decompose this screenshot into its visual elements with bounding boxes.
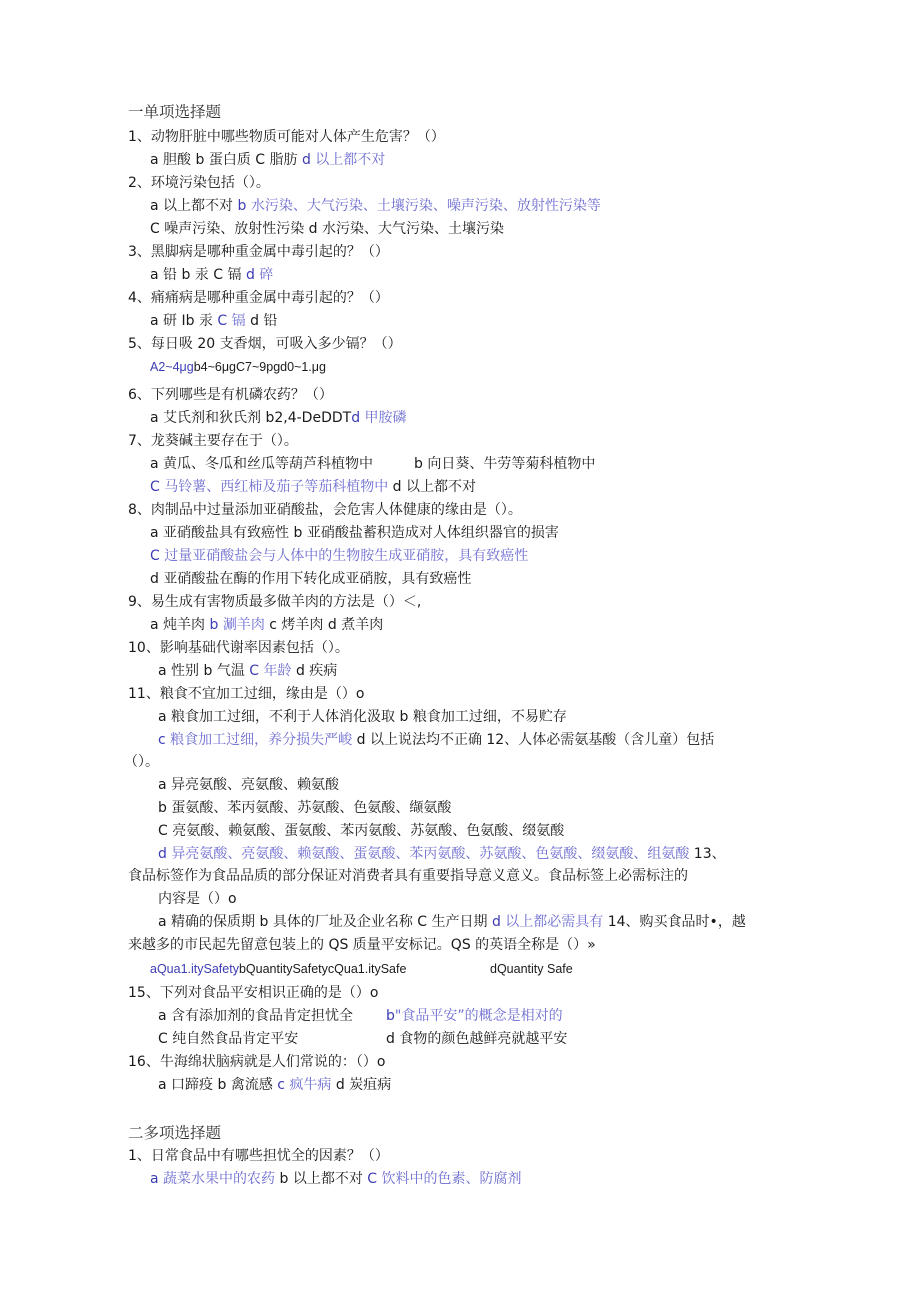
question-8-option-d: d 亚硝酸盐在酶的作用下转化成亚硝胺，具有致癌性 — [150, 571, 472, 587]
answer-highlight: 涮羊肉 — [222, 617, 265, 633]
answer-highlight: 过量亚硝酸盐会与人体中的生物胺生成亚硝胺，具有致癌性 — [164, 548, 529, 564]
question-12-option-c: C 亮氨酸、赖氨酸、蛋氨酸、苯丙氨酸、苏氨酸、色氨酸、缀氨酸 — [158, 823, 565, 839]
question-15-option-c: C 纯自然食品肯定平安 — [158, 1031, 299, 1047]
question-12-option-b: b 蛋氨酸、苯丙氨酸、苏氨酸、色氨酸、缬氨酸 — [158, 800, 452, 816]
question-14-options-abc: aQua1.itySafetybQuantitySafetycQua1.itySafe — [150, 962, 407, 976]
question-7-option-b: b 向日葵、牛劳等菊科植物中 — [414, 456, 596, 472]
question-9-options: a 炖羊肉 b 涮羊肉 c 烤羊肉 d 煮羊肉 — [150, 617, 384, 633]
question-14: 来越多的市民起先留意包装上的 QS 质量平安标记。QS 的英语全称是（）» — [128, 937, 596, 953]
question-11-options-cd: c 粮食加工过细，养分损失严峻 d 以上说法均不正确 12、人体必需氨基酸（含儿童）包括 — [158, 732, 715, 748]
answer-highlight: 以上都不对 — [315, 152, 386, 168]
answer-highlight: 饮料中的色素、防腐剂 — [381, 1171, 522, 1187]
question-2: 2、环境污染包括（）。 — [128, 175, 270, 191]
question-3-options: a 铅 b 汞 C 镉 d 碎 — [150, 267, 274, 283]
answer-highlight: 甲胺磷 — [364, 410, 407, 426]
question-2-options: a 以上都不对 b 水污染、大气污染、土壤污染、噪声污染、放射性污染等 — [150, 198, 601, 214]
answer-highlight: aQua1.itySafety — [150, 962, 239, 976]
question-7: 7、龙葵碱主要存在于（）。 — [128, 433, 298, 449]
question-4: 4、痛痛病是哪种重金属中毒引起的？（） — [128, 290, 389, 306]
multi-question-1: 1、日常食品中有哪些担忧全的因素？（） — [128, 1148, 389, 1164]
answer-highlight: "食品平安”的概念是相对的 — [394, 1008, 563, 1024]
answer-highlight: 蔬菜水果中的农药 — [163, 1171, 276, 1187]
question-12-cont: （）。 — [124, 754, 159, 770]
question-7-options-cd: C 马铃薯、西红柿及茄子等茄科植物中 d 以上都不对 — [150, 479, 477, 495]
question-11-options-ab: a 粮食加工过细，不利于人体消化汲取 b 粮食加工过细，不易贮存 — [158, 709, 567, 725]
answer-highlight: 疯牛病 — [289, 1077, 332, 1093]
answer-highlight: 镉 — [231, 313, 246, 329]
question-12-option-a: a 异亮氨酸、亮氨酸、赖氨酸 — [158, 777, 340, 793]
answer-highlight: 水污染、大气污染、土壤污染、噪声污染、放射性污染等 — [250, 198, 601, 214]
question-11: 11、粮食不宜加工过细，缘由是（）o — [128, 686, 365, 702]
question-13-options: a 精确的保质期 b 具体的厂址及企业名称 C 生产日期 d 以上都必需具有 14、购买食品时•，越 — [158, 914, 746, 930]
question-15: 15、下列对食品平安相识正确的是（）o — [128, 985, 379, 1001]
multi-question-1-options: a 蔬菜水果中的农药 b 以上都不对 C 饮料中的色素、防腐剂 — [150, 1171, 522, 1187]
question-10-options: a 性别 b 气温 C 年龄 d 疾病 — [158, 663, 338, 679]
question-13: 食品标签作为食品品质的部分保证对消费者具有重要指导意义意义。食品标签上必需标注的 — [128, 868, 688, 884]
question-12-option-d: d 异亮氨酸、亮氨酸、赖氨酸、蛋氨酸、苯丙氨酸、苏氨酸、色氨酸、缀氨酸、组氨酸 13、 — [158, 846, 726, 862]
question-6-options: a 艾氏剂和狄氏剂 b2,4-DeDDTd 甲胺磷 — [150, 410, 407, 426]
question-4-options: a 研 Ib 汞 C 镉 d 铅 — [150, 313, 278, 329]
question-2-options-cont: C 噪声污染、放射性污染 d 水污染、大气污染、土壤污染 — [150, 221, 505, 237]
question-8-options-ab: a 亚硝酸盐具有致癌性 b 亚硝酸盐蓄积造成对人体组织器官的损害 — [150, 525, 559, 541]
question-6: 6、下列哪些是有机磷农药？（） — [128, 387, 333, 403]
question-15-option-b: b"食品平安”的概念是相对的 — [386, 1008, 563, 1024]
question-8-option-c: C 过量亚硝酸盐会与人体中的生物胺生成亚硝胺，具有致癌性 — [150, 548, 529, 564]
question-3: 3、黑脚病是哪种重金属中毒引起的？（） — [128, 244, 389, 260]
question-14-option-d: dQuantity Safe — [490, 962, 573, 976]
question-16-options: a 口蹄疫 b 禽流感 c 疯牛病 d 炭疽病 — [158, 1077, 392, 1093]
answer-highlight: 年龄 — [263, 663, 292, 679]
question-1: 1、动物肝脏中哪些物质可能对人体产生危害？（） — [128, 129, 445, 145]
answer-highlight: A2~4μg — [150, 360, 194, 374]
answer-highlight: 以上都必需具有 — [505, 914, 604, 930]
question-9: 9、易生成有害物质最多做羊肉的方法是（）＜, — [128, 594, 422, 610]
answer-highlight: 碎 — [259, 267, 274, 283]
question-1-options: a 胆酸 b 蛋白质 C 脂肪 d 以上都不对 — [150, 152, 386, 168]
question-15-option-d: d 食物的颜色越鲜亮就越平安 — [386, 1031, 568, 1047]
section-title-single-choice: 一单项选择题 — [128, 103, 222, 121]
question-5-options: A2~4μgb4~6μgC7~9pgd0~1.μg — [150, 360, 326, 374]
question-10: 10、影响基础代谢率因素包括（）。 — [128, 640, 349, 656]
answer-highlight: 异亮氨酸、亮氨酸、赖氨酸、蛋氨酸、苯丙氨酸、苏氨酸、色氨酸、缀氨酸、组氨酸 — [171, 846, 690, 862]
answer-highlight: 马铃薯、西红柿及茄子等茄科植物中 — [164, 479, 389, 495]
section-title-multiple-choice: 二多项选择题 — [128, 1124, 222, 1142]
question-5: 5、每日吸 20 支香烟，可吸入多少镉？（） — [128, 336, 402, 352]
question-7-option-a: a 黄瓜、冬瓜和丝瓜等葫芦科植物中 — [150, 456, 374, 472]
question-15-option-a: a 含有添加剂的食品肯定担忧全 — [158, 1008, 354, 1024]
question-8: 8、肉制品中过量添加亚硝酸盐，会危害人体健康的缘由是（）。 — [128, 502, 522, 518]
question-16: 16、牛海绵状脑病就是人们常说的：（）o — [128, 1054, 386, 1070]
question-13-cont: 内容是（）o — [158, 891, 237, 907]
answer-highlight: 粮食加工过细，养分损失严峻 — [170, 732, 353, 748]
